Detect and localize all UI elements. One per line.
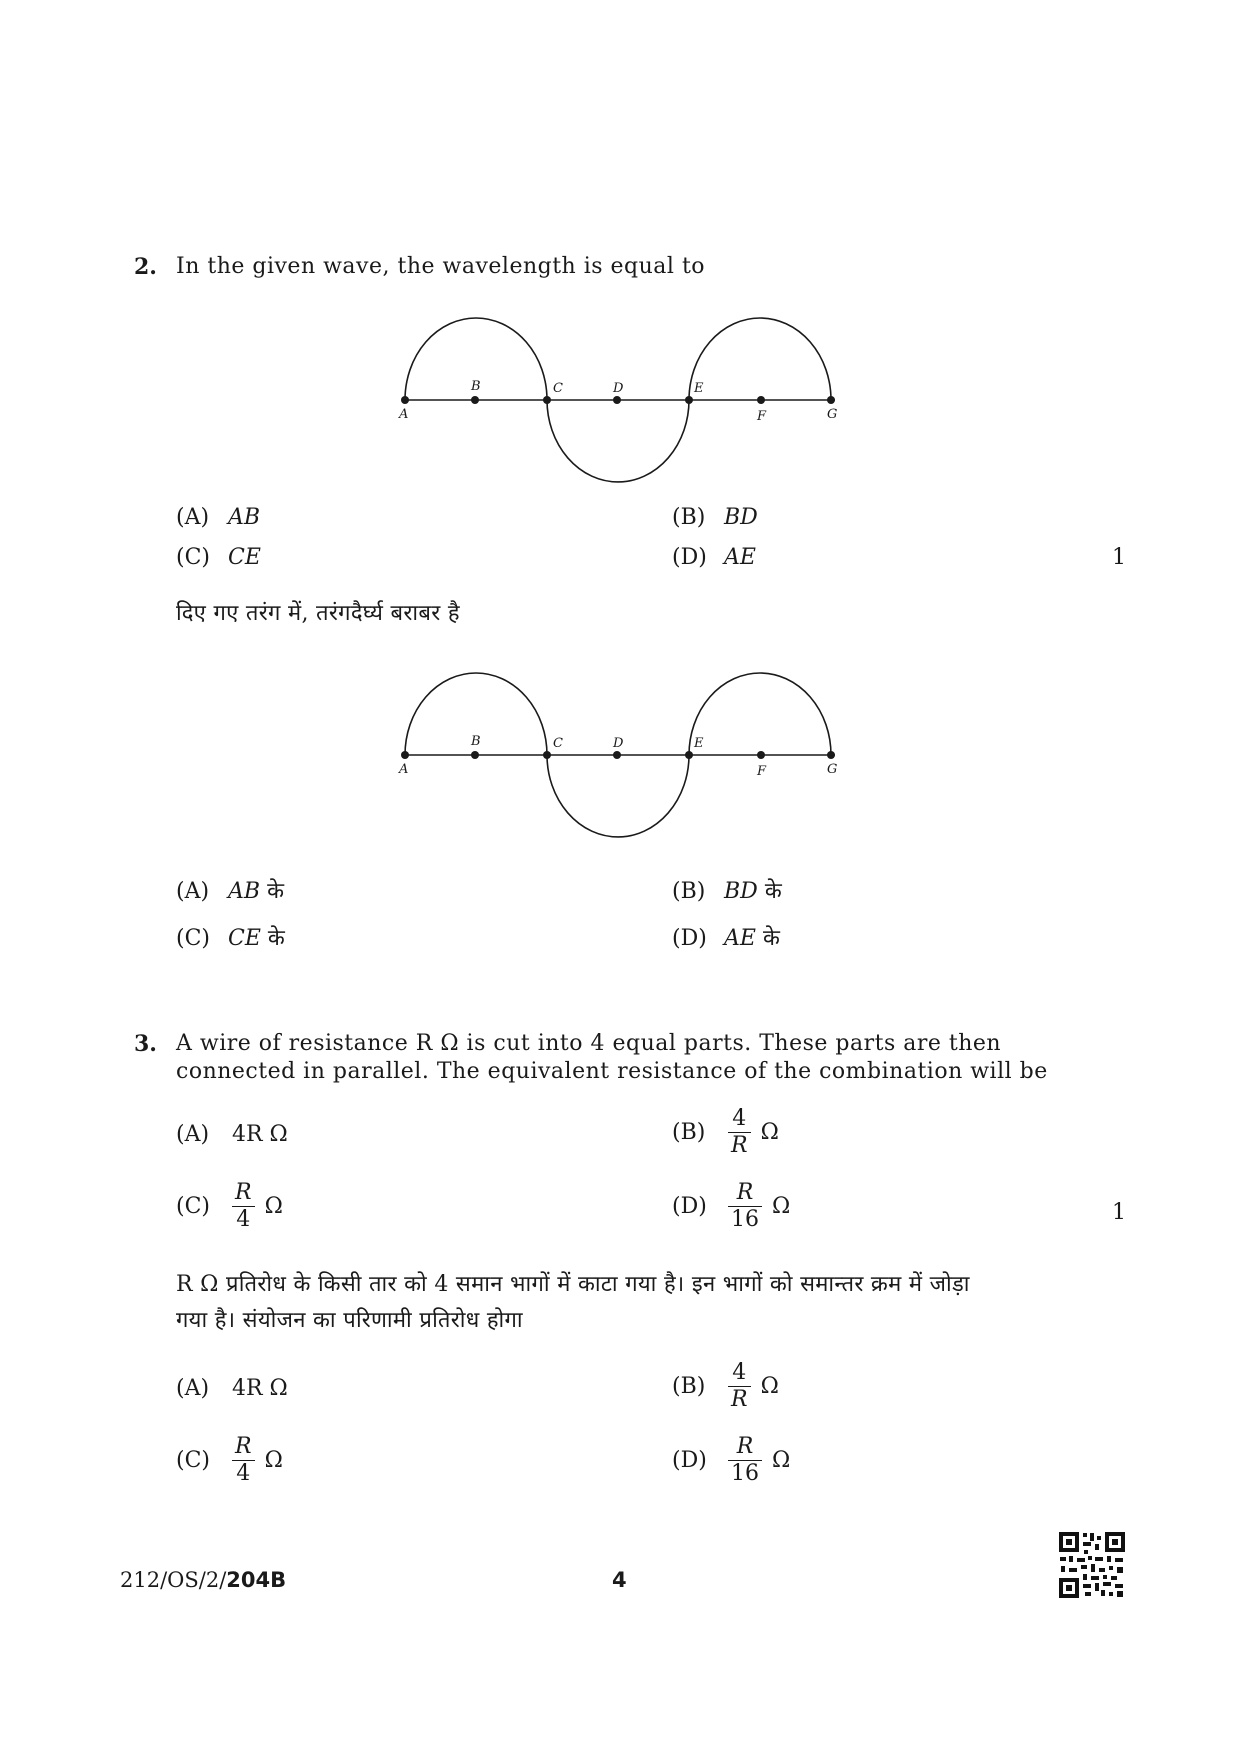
point-label-a: A (399, 762, 409, 777)
q3-hindi-line2: गया है। संयोजन का परिणामी प्रतिरोध होगा (176, 1308, 523, 1333)
point-label-g: G (827, 762, 838, 777)
q3-option-d[interactable]: (D) $\frac{R}{16}$ Ω (672, 1180, 791, 1232)
q2-option-c[interactable]: (C) CE (176, 545, 261, 570)
q2-hindi-option-b[interactable]: (B) BD के (672, 879, 782, 904)
point-label-f: F (757, 409, 767, 424)
q2-number: 2. (134, 254, 157, 280)
q2-hindi-option-c[interactable]: (C) CE के (176, 926, 285, 951)
q2-hindi-question: दिए गए तरंग में, तरंगदैर्घ्य बराबर है (176, 601, 460, 626)
q3-hindi-option-c[interactable]: (C) $\frac{R}{4}$ Ω (176, 1434, 283, 1486)
q3-hindi-line1: R Ω प्रतिरोध के किसी तार को 4 समान भागों में काटा गया है। इन भागों को समान्तर क्रम में जोड़ा (176, 1272, 970, 1297)
point-label-d: D (613, 381, 624, 396)
point-label-a: A (399, 407, 409, 422)
q3-marks: 1 (1112, 1200, 1126, 1225)
q3-option-c[interactable]: (C) $\frac{R}{4}$ Ω (176, 1180, 283, 1232)
q3-question-line2: connected in parallel. The equivalent resistance of the combination will be (176, 1059, 1048, 1084)
q2-option-b[interactable]: (B) BD (672, 505, 758, 530)
paper-code: 212/OS/2/204B (120, 1568, 287, 1592)
point-label-b: B (471, 734, 481, 749)
q3-number: 3. (134, 1031, 157, 1057)
point-label-d: D (613, 736, 624, 751)
q3-hindi-option-b[interactable]: (B) $\frac{4}{R}$ Ω (672, 1360, 779, 1412)
q3-option-a[interactable]: (A) 4R Ω (176, 1122, 288, 1147)
page-number: 4 (612, 1568, 627, 1592)
point-label-c: C (553, 736, 563, 751)
q2-option-d[interactable]: (D) AE (672, 545, 756, 570)
point-label-f: F (757, 764, 767, 779)
wave-diagram-en (395, 310, 845, 490)
q3-option-b[interactable]: (B) $\frac{4}{R}$ Ω (672, 1106, 779, 1158)
point-label-c: C (553, 381, 563, 396)
point-label-g: G (827, 407, 838, 422)
q3-hindi-option-a[interactable]: (A) 4R Ω (176, 1376, 288, 1401)
q2-hindi-option-a[interactable]: (A) AB के (176, 879, 284, 904)
q2-hindi-option-d[interactable]: (D) AE के (672, 926, 780, 951)
q3-question-line1: A wire of resistance R Ω is cut into 4 equal parts. These parts are then (176, 1031, 1002, 1056)
q2-question: In the given wave, the wavelength is equal to (176, 254, 706, 279)
q2-marks: 1 (1112, 545, 1126, 570)
point-label-b: B (471, 379, 481, 394)
qr-code-icon (1057, 1530, 1127, 1600)
point-label-e: E (694, 736, 704, 751)
wave-diagram-hi (395, 665, 845, 845)
q2-option-a[interactable]: (A) AB (176, 505, 261, 530)
q3-hindi-option-d[interactable]: (D) $\frac{R}{16}$ Ω (672, 1434, 791, 1486)
point-label-e: E (694, 381, 704, 396)
